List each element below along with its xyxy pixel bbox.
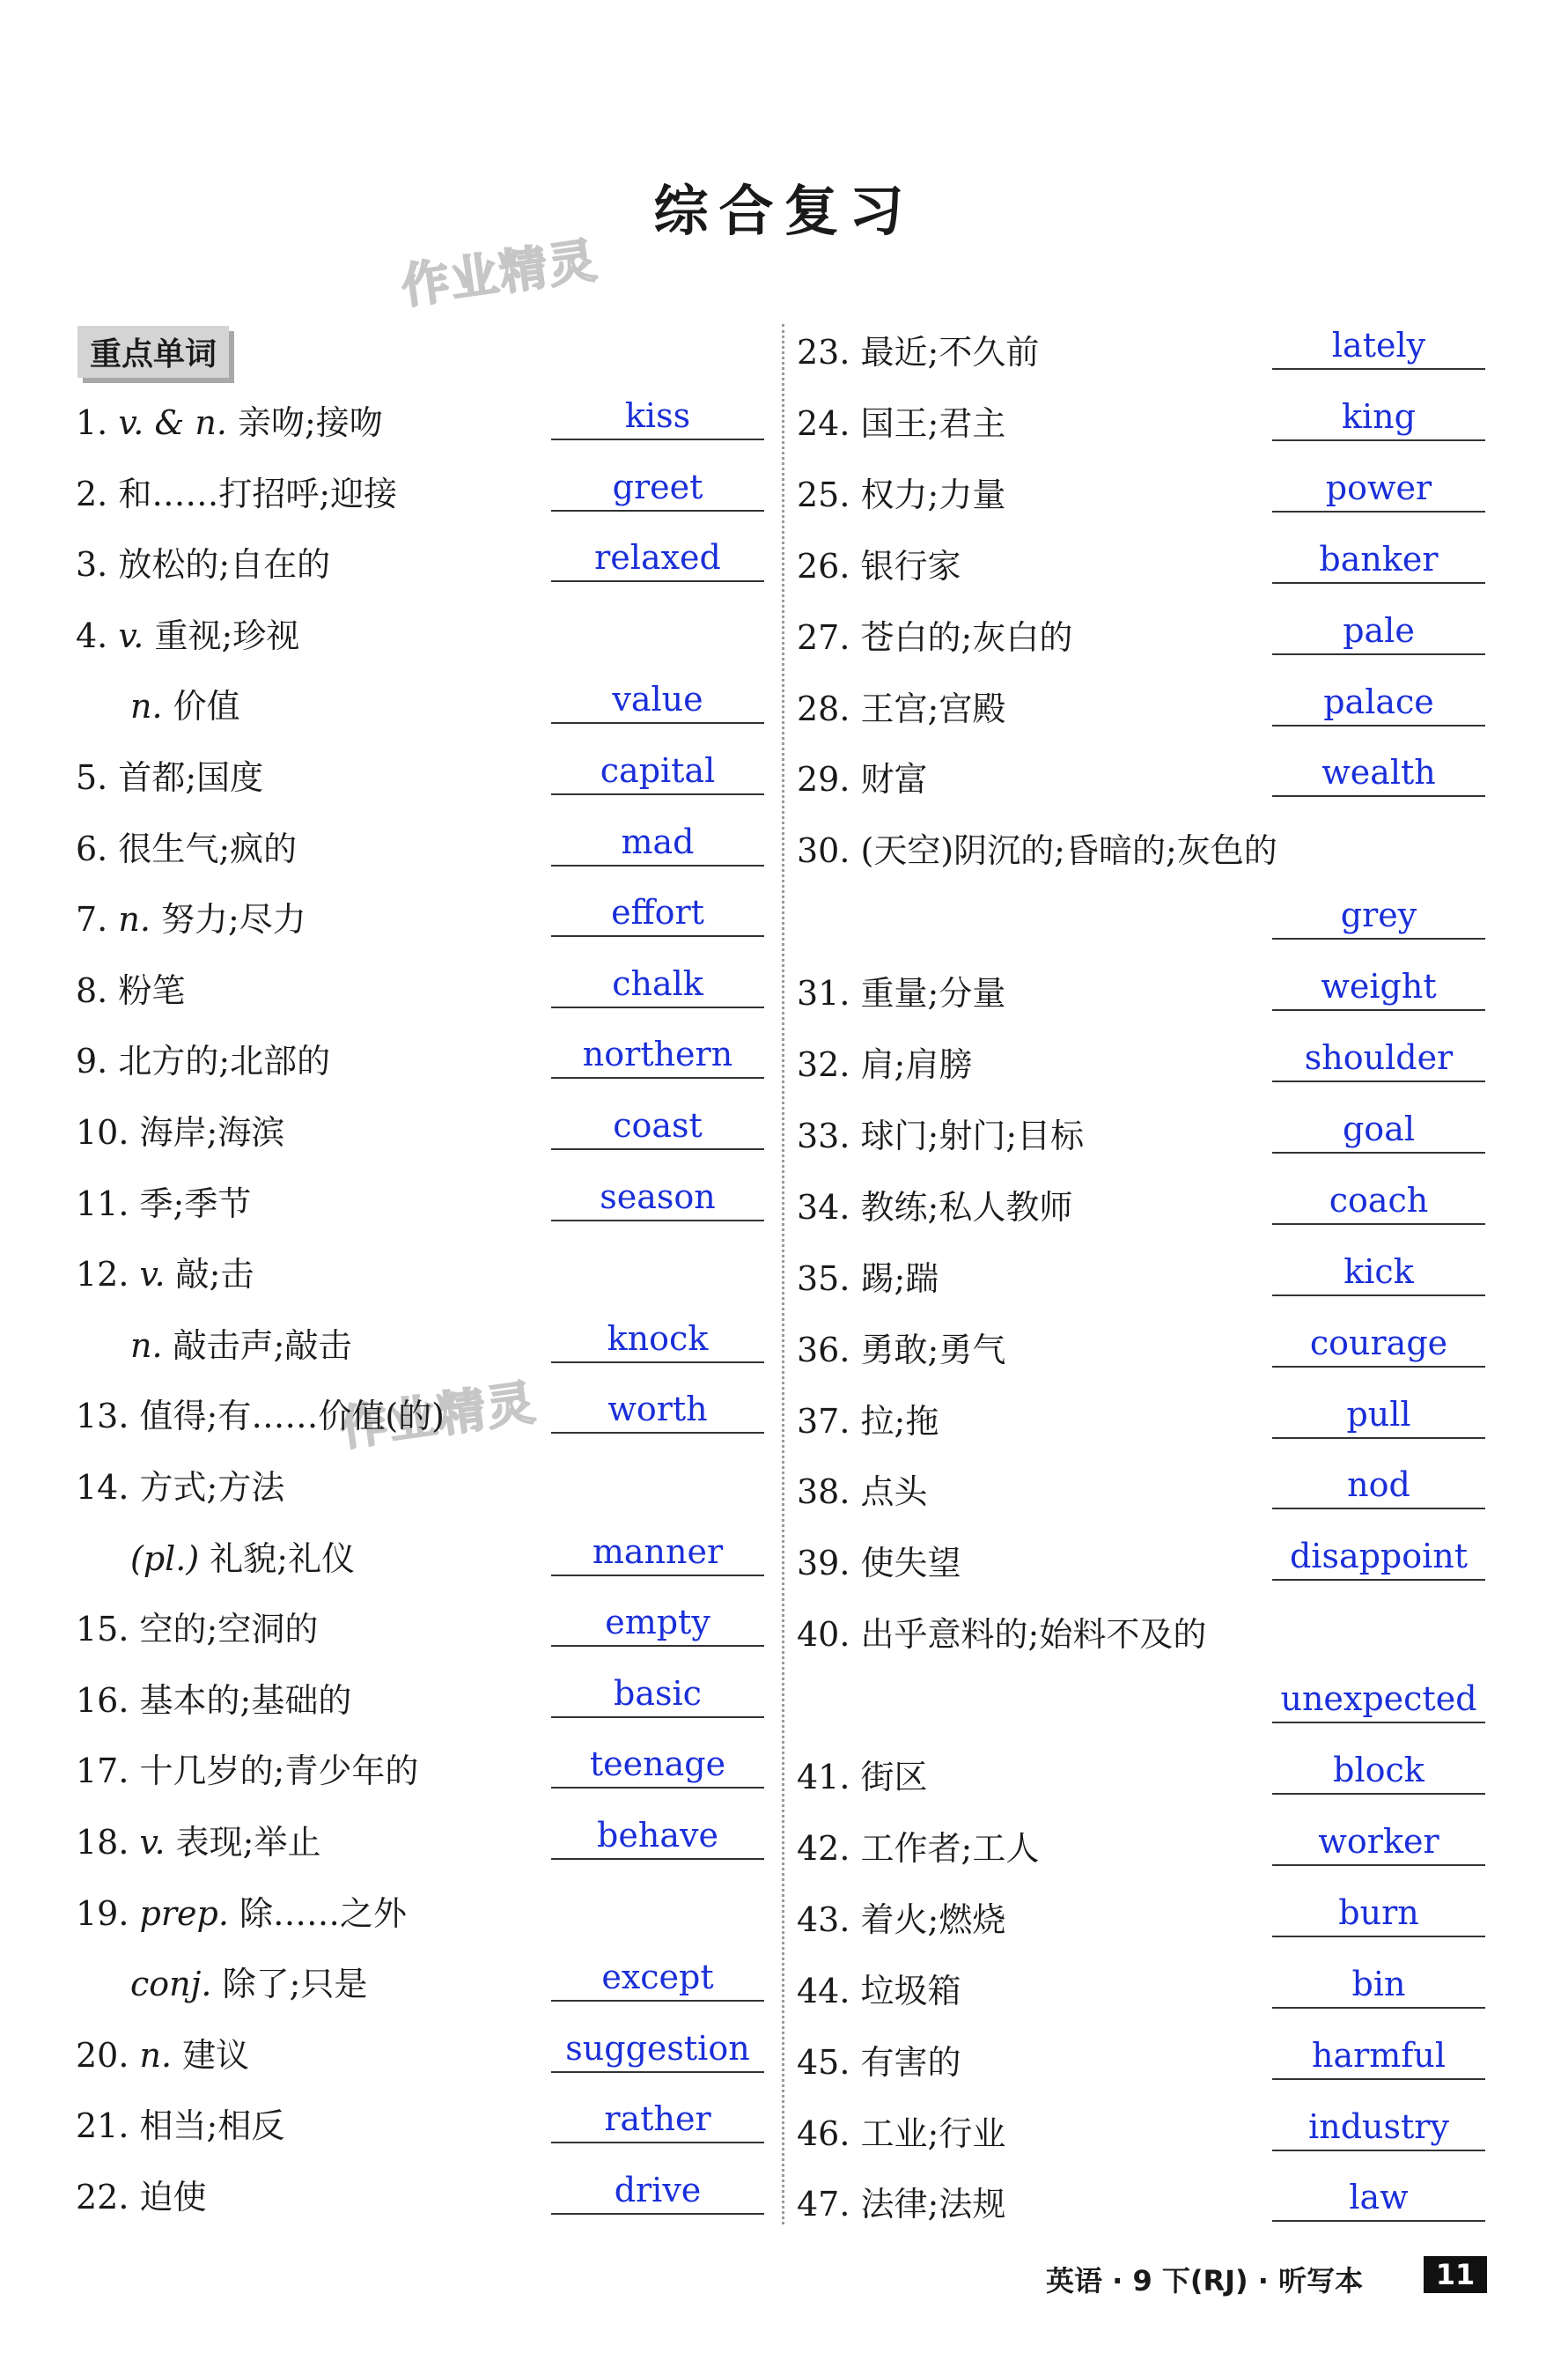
- vocab-entry: [76, 379, 771, 449]
- vocab-entry: [797, 1306, 1492, 1376]
- answer-blank: season: [551, 1177, 764, 1221]
- vocab-number-text: 38. 点头: [797, 1472, 928, 1512]
- answer-blank: block: [1272, 1751, 1485, 1795]
- vocab-entry: [76, 875, 771, 946]
- part-of-speech: v.: [129, 1823, 166, 1862]
- vocab-prompt: [76, 1673, 351, 1722]
- answer-blank: industry: [1272, 2107, 1485, 2151]
- vocab-entry: [76, 450, 771, 520]
- vocab-prompt: [797, 1394, 939, 1442]
- vocab-entry: [76, 1017, 771, 1088]
- answer-blank: pale: [1272, 611, 1485, 655]
- vocab-number-text: 7.: [76, 900, 108, 940]
- vocab-entry: [797, 2160, 1492, 2231]
- vocab-number-text: 27. 苍白的;灰白的: [797, 617, 1073, 657]
- vocab-entry: [797, 308, 1492, 379]
- vocab-entry: [76, 520, 771, 591]
- answer-blank: burn: [1272, 1893, 1485, 1937]
- vocab-number-text: 24. 国王;君主: [797, 403, 1006, 443]
- vocab-number-text: 5. 首都;国度: [76, 758, 264, 797]
- answer-blank: drive: [551, 2171, 764, 2215]
- vocab-prompt: [797, 1109, 1084, 1157]
- vocab-entry: [76, 734, 771, 804]
- part-of-speech: n.: [129, 2035, 173, 2075]
- vocab-entry: [797, 1662, 1492, 1732]
- vocab-meaning: 亲吻;接吻: [226, 403, 383, 442]
- answer-blank: banker: [1272, 540, 1485, 584]
- answer-blank: except: [551, 1958, 764, 2002]
- vocab-number-text: 43. 着火;燃烧: [797, 1899, 1006, 1939]
- vocab-entry: [76, 1515, 771, 1585]
- vocab-entry: [76, 1656, 771, 1727]
- vocab-entry: [797, 1876, 1492, 1946]
- answer-blank: rather: [551, 2099, 764, 2143]
- answer-blank: worth: [551, 1390, 764, 1434]
- vocab-number-text: 17. 十几岁的;青少年的: [76, 1752, 419, 1791]
- vocab-number-text: 3. 放松的;自在的: [76, 545, 331, 585]
- vocab-entry: [76, 1798, 771, 1869]
- vocab-number-text: 37. 拉;拖: [797, 1401, 939, 1441]
- vocab-entry: [797, 2018, 1492, 2089]
- answer-blank: disappoint: [1272, 1537, 1485, 1581]
- vocab-entry: [797, 1733, 1492, 1803]
- vocab-entry: [76, 1870, 771, 1940]
- vocab-number-text: 34. 教练;私人教师: [797, 1187, 1073, 1227]
- vocab-prompt: [76, 537, 330, 586]
- vocab-number-text: 2. 和……打招呼;迎接: [76, 474, 398, 513]
- vocab-prompt: [797, 2177, 1005, 2225]
- vocab-prompt: [76, 1886, 407, 1935]
- vocab-entry: [797, 1947, 1492, 2017]
- vocab-entry: [76, 805, 771, 875]
- vocab-prompt: [76, 609, 299, 657]
- watermark: 作业精灵: [336, 1374, 540, 1457]
- vocab-entry: [797, 1448, 1492, 1518]
- vocab-prompt: [797, 1180, 1072, 1228]
- vocab-prompt: [76, 963, 185, 1012]
- vocab-number-text: 47. 法律;法规: [797, 2185, 1006, 2224]
- answer-blank: goal: [1272, 1110, 1485, 1154]
- vocab-number-text: 15. 空的;空洞的: [76, 1610, 319, 1649]
- vocab-prompt: [76, 1247, 254, 1295]
- answer-blank: mad: [551, 822, 764, 867]
- answer-blank: greet: [551, 468, 764, 512]
- vocab-prompt: [797, 1892, 1005, 1941]
- vocab-entry: [797, 735, 1492, 806]
- vocab-prompt: [76, 1815, 320, 1863]
- vocab-number-text: 36. 勇敢;勇气: [797, 1330, 1006, 1369]
- answer-blank: grey: [1272, 896, 1485, 940]
- vocab-prompt: [797, 1607, 1206, 1656]
- answer-blank: basic: [551, 1674, 764, 1718]
- vocab-number-text: 13. 值得;有……价值(的): [76, 1397, 445, 1436]
- answer-blank: kiss: [551, 396, 764, 440]
- vocab-prompt: [797, 966, 1005, 1014]
- vocab-number-text: 21. 相当;相反: [76, 2106, 285, 2146]
- vocab-entry: [797, 1235, 1492, 1305]
- vocab-prompt: [76, 822, 297, 870]
- answer-blank: manner: [551, 1532, 764, 1576]
- vocab-prompt: [797, 682, 1005, 730]
- answer-blank: chalk: [551, 964, 764, 1008]
- vocab-number-text: 28. 王宫;宫殿: [797, 689, 1006, 728]
- vocab-number-text: 6. 很生气;疯的: [76, 829, 298, 868]
- vocab-number-text: 19.: [76, 1893, 129, 1933]
- vocab-entry: [797, 522, 1492, 593]
- vocab-prompt: [130, 1957, 367, 2005]
- vocab-number-text: 12.: [76, 1255, 129, 1294]
- answer-blank: suggestion: [551, 2029, 764, 2073]
- vocab-prompt: [797, 1536, 961, 1584]
- vocab-number-text: 11. 季;季节: [76, 1184, 252, 1223]
- answer-blank: relaxed: [551, 538, 764, 582]
- part-of-speech: v.: [107, 616, 144, 655]
- column-divider: [782, 324, 784, 2224]
- answer-blank: king: [1272, 397, 1485, 441]
- answer-blank: shoulder: [1272, 1038, 1485, 1082]
- vocab-prompt: [797, 325, 1039, 373]
- vocab-number-text: 31. 重量;分量: [797, 974, 1006, 1014]
- answer-blank: pull: [1272, 1395, 1485, 1439]
- vocab-prompt: [76, 1176, 251, 1225]
- vocab-prompt: [797, 1251, 939, 1300]
- vocab-entry: [76, 2011, 771, 2082]
- page-title: 综合复习: [653, 179, 915, 243]
- part-of-speech: v. & n.: [107, 403, 227, 442]
- vocab-number-text: 23. 最近;不久前: [797, 333, 1040, 372]
- vocab-entry: [797, 451, 1492, 521]
- part-of-speech: n.: [130, 1325, 163, 1365]
- vocab-entry: [797, 807, 1492, 877]
- vocab-prompt: [130, 1531, 355, 1580]
- vocab-entry: [76, 947, 771, 1017]
- vocab-number-text: 22. 迫使: [76, 2178, 207, 2216]
- vocab-prompt: [76, 1389, 445, 1437]
- answer-blank: coast: [551, 1106, 764, 1150]
- vocab-number-text: 32. 肩;肩膀: [797, 1045, 973, 1084]
- vocab-prompt: [76, 1105, 284, 1154]
- section-label: 重点单词: [77, 326, 229, 378]
- vocab-prompt: [797, 396, 1005, 445]
- answer-blank: unexpected: [1272, 1679, 1485, 1723]
- answer-blank: empty: [551, 1603, 764, 1647]
- vocab-number-text: 40. 出乎意料的;始料不及的: [797, 1615, 1207, 1655]
- vocab-prompt: [76, 1034, 330, 1082]
- vocab-meaning: 敲击声;敲击: [162, 1325, 352, 1365]
- vocab-meaning: 礼貌;礼仪: [199, 1538, 356, 1578]
- vocab-entry: [797, 949, 1492, 1020]
- vocab-number-text: 20.: [76, 2035, 129, 2075]
- vocab-number-text: 4.: [76, 616, 108, 655]
- vocab-prompt: [76, 2170, 207, 2218]
- vocab-prompt: [76, 892, 306, 940]
- answer-blank: worker: [1272, 1822, 1485, 1866]
- vocab-entry: [76, 1727, 771, 1797]
- vocab-number-text: 1.: [76, 403, 108, 442]
- vocab-prompt: [130, 679, 240, 727]
- answer-blank: knock: [551, 1319, 764, 1363]
- answer-blank: teenage: [551, 1744, 764, 1789]
- answer-blank: power: [1272, 468, 1485, 513]
- vocab-prompt: [76, 467, 397, 515]
- vocab-entry: [76, 1160, 771, 1230]
- vocab-meaning: 除了;只是: [211, 1965, 368, 2004]
- vocab-prompt: [797, 1464, 928, 1513]
- vocab-meaning: 价值: [162, 687, 240, 727]
- vocab-number-text: 29. 财富: [797, 760, 928, 800]
- page-number: 11: [1424, 2256, 1487, 2293]
- vocab-number-text: 44. 垃圾箱: [797, 1971, 961, 2010]
- vocab-meaning: 重视;珍视: [144, 616, 300, 655]
- answer-blank: behave: [551, 1816, 764, 1860]
- watermark: 作业精灵: [398, 232, 601, 315]
- vocab-meaning: 敲;击: [165, 1255, 254, 1294]
- vocab-prompt: [130, 1318, 351, 1367]
- answer-blank: effort: [551, 893, 764, 937]
- vocab-entry: [76, 1088, 771, 1159]
- vocab-prompt: [797, 610, 1072, 659]
- answer-blank: lately: [1272, 326, 1485, 370]
- vocab-number-text: 14. 方式;方法: [76, 1468, 285, 1507]
- vocab-number-text: 8. 粉笔: [76, 970, 186, 1010]
- vocab-prompt: [76, 2098, 284, 2147]
- vocab-number-text: 33. 球门;射门;目标: [797, 1116, 1085, 1155]
- vocab-number-text: 39. 使失望: [797, 1544, 961, 1583]
- vocab-number-text: 45. 有害的: [797, 2042, 961, 2082]
- vocab-prompt: [797, 2035, 961, 2084]
- vocab-prompt: [797, 1037, 972, 1086]
- vocab-entry: [797, 1092, 1492, 1162]
- vocab-number-text: 9. 北方的;北部的: [76, 1042, 331, 1081]
- vocab-prompt: [76, 1602, 318, 1650]
- answer-blank: capital: [551, 751, 764, 795]
- vocab-entry: [76, 1443, 771, 1514]
- part-of-speech: (pl.): [130, 1538, 200, 1578]
- vocab-prompt: [797, 2106, 1005, 2155]
- vocab-entry: [76, 2153, 771, 2224]
- answer-blank: wealth: [1272, 753, 1485, 797]
- vocab-prompt: [797, 823, 1277, 872]
- vocab-entry: [797, 1021, 1492, 1091]
- vocab-number-text: 46. 工业;行业: [797, 2113, 1006, 2153]
- vocab-prompt: [76, 1744, 418, 1792]
- part-of-speech: v.: [129, 1255, 166, 1294]
- vocab-entry: [797, 594, 1492, 664]
- vocab-entry: [76, 1302, 771, 1372]
- vocab-meaning: 努力;尽力: [150, 900, 306, 940]
- vocab-prompt: [76, 395, 383, 444]
- answer-blank: nod: [1272, 1465, 1485, 1509]
- vocab-prompt: [797, 1821, 1039, 1870]
- vocab-entry: [76, 592, 771, 662]
- vocab-number-text: 42. 工作者;工人: [797, 1828, 1040, 1868]
- vocab-entry: [797, 1804, 1492, 1875]
- vocab-entry: [797, 1519, 1492, 1589]
- vocab-prompt: [76, 1460, 284, 1508]
- answer-blank: courage: [1272, 1324, 1485, 1368]
- answer-blank: harmful: [1272, 2036, 1485, 2080]
- vocab-number-text: 10. 海岸;海滨: [76, 1113, 285, 1152]
- vocab-number-text: 30. (天空)阴沉的;昏暗的;灰色的: [797, 831, 1277, 871]
- vocab-entry: [797, 2090, 1492, 2160]
- vocab-prompt: [797, 1750, 928, 1798]
- vocab-prompt: [797, 1964, 961, 2012]
- part-of-speech: n.: [130, 687, 163, 727]
- part-of-speech: conj.: [130, 1965, 212, 2004]
- vocab-prompt: [76, 2028, 249, 2076]
- vocab-entry: [797, 1377, 1492, 1448]
- vocab-entry: [76, 1940, 771, 2010]
- vocab-number-text: 18.: [76, 1823, 129, 1862]
- vocab-entry: [797, 665, 1492, 735]
- vocab-entry: [797, 1163, 1492, 1234]
- vocab-meaning: 除……之外: [228, 1893, 407, 1933]
- answer-blank: northern: [551, 1035, 764, 1079]
- vocab-prompt: [797, 752, 928, 800]
- vocab-entry: [76, 1230, 771, 1301]
- vocab-entry: [797, 1590, 1492, 1661]
- vocab-entry: [797, 380, 1492, 450]
- vocab-entry: [76, 1585, 771, 1656]
- footer-book-info: 英语 · 9 下(RJ) · 听写本: [1046, 2264, 1364, 2298]
- part-of-speech: n.: [107, 900, 151, 940]
- answer-blank: value: [551, 680, 764, 724]
- vocab-entry: [76, 1372, 771, 1442]
- answer-blank: weight: [1272, 967, 1485, 1011]
- vocab-prompt: [797, 1323, 1005, 1371]
- vocab-prompt: [797, 539, 961, 587]
- answer-blank: law: [1272, 2178, 1485, 2222]
- vocab-meaning: 建议: [172, 2035, 250, 2075]
- vocab-number-text: 16. 基本的;基础的: [76, 1680, 352, 1720]
- vocab-number-text: 35. 踢;踹: [797, 1258, 939, 1298]
- vocab-number-text: 41. 街区: [797, 1758, 928, 1796]
- vocab-prompt: [797, 468, 1005, 516]
- answer-blank: coach: [1272, 1181, 1485, 1225]
- answer-blank: palace: [1272, 682, 1485, 727]
- vocab-entry: [76, 662, 771, 733]
- part-of-speech: prep.: [129, 1893, 229, 1933]
- answer-blank: kick: [1272, 1252, 1485, 1296]
- vocab-meaning: 表现;举止: [165, 1823, 321, 1862]
- vocab-entry: [76, 2082, 771, 2152]
- vocab-prompt: [76, 750, 263, 799]
- vocab-entry: [797, 878, 1492, 948]
- vocab-number-text: 26. 银行家: [797, 546, 961, 586]
- vocab-number-text: 25. 权力;力量: [797, 475, 1006, 514]
- answer-blank: bin: [1272, 1965, 1485, 2009]
